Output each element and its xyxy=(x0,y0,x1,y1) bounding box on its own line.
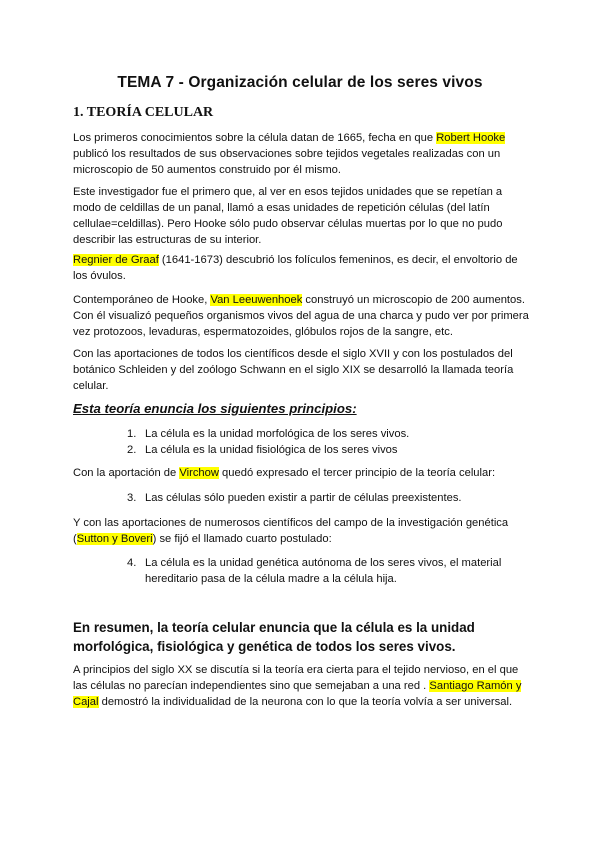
text: demostró la individualidad de la neurona con lo que la teoría volvía a ser universal. xyxy=(98,696,513,708)
paragraph-investigator: Este investigador fue el primero que, al ver en esos tejidos unidades que se repetían a modo de celdillas de un panal, llamó a esas unidades de repetición células (del latín cellulae=celdillas). Pero Hooke sólo pudo observar células muertas por lo que no pudo describir las estructuras de su interior. xyxy=(73,186,503,246)
list-number: 1. xyxy=(127,428,137,440)
paragraph-leeuwenhoek xyxy=(73,292,533,340)
paragraph-sutton-boveri xyxy=(73,515,533,547)
highlight-van-leeuwenhoek: Van Leeuwenhoek xyxy=(210,294,303,306)
text: Los primeros conocimientos sobre la célula datan de 1665, fecha en que xyxy=(73,132,437,144)
text: (1641-1673) descubrió los folículos femeninos, es decir, el envoltorio de los óvulos. xyxy=(73,254,518,282)
text: Con la aportación de xyxy=(73,467,180,479)
principle-item xyxy=(127,555,527,587)
list-number: 4. xyxy=(127,557,137,569)
text: construyó un microscopio de 200 aumentos. Con él visualizó pequeños organismos vivos del agua de una charca y pudo ver por primera vez protozoos, levaduras, espermatozoides, glóbulos rojos de la sangre, etc. xyxy=(73,294,529,338)
text: A principios del siglo XX se discutía si la teoría era cierta para el tejido nervioso, en el que las células no parecían independientes sino que semejaban a una red . xyxy=(73,664,519,692)
paragraph-hooke xyxy=(73,130,533,178)
highlight-regnier-de-graaf: Regnier de Graaf xyxy=(73,254,159,266)
text: quedó expresado el tercer principio de la teoría celular: xyxy=(218,467,496,479)
list-text: Las células sólo pueden existir a partir de células preexistentes. xyxy=(145,492,462,504)
paragraph-schleiden-schwann: Con las aportaciones de todos los científicos desde el siglo XVII y con los postulados del botánico Schleiden y del zoólogo Schwann en el siglo XIX se desarrolló la llamada teoría celular. xyxy=(73,348,514,392)
list-number: 2. xyxy=(127,444,137,456)
document-title: TEMA 7 - Organización celular de los seres vivos xyxy=(117,74,483,91)
text: Contemporáneo de Hooke, xyxy=(73,294,211,306)
paragraph-ramon-y-cajal xyxy=(73,662,533,710)
principle-item xyxy=(127,490,527,506)
paragraph-virchow xyxy=(73,465,533,481)
list-text: La célula es la unidad morfológica de los seres vivos. xyxy=(145,428,410,440)
list-text: La célula es la unidad fisiológica de los seres vivos xyxy=(145,444,398,456)
principle-item xyxy=(127,426,527,442)
highlight-sutton-boveri: Sutton y Boveri xyxy=(76,533,153,545)
text: Y con las aportaciones de numerosos científicos del campo de la investigación genética ( xyxy=(73,517,509,545)
list-text: La célula es la unidad genética autónoma de los seres vivos, el material hereditario pasa de la célula madre a la célula hija. xyxy=(145,557,502,585)
list-number: 3. xyxy=(127,492,137,504)
summary-statement: En resumen, la teoría celular enuncia que la célula es la unidad morfológica, fisiológica y genética de todos los seres vivos. xyxy=(73,620,475,654)
highlight-ramon-y-cajal: Santiago Ramón y Cajal xyxy=(73,680,522,708)
principle-item xyxy=(127,442,527,458)
section-heading: 1. TEORÍA CELULAR xyxy=(73,105,214,120)
highlight-virchow: Virchow xyxy=(179,467,219,479)
text: ) se fijó el llamado cuarto postulado: xyxy=(152,533,332,545)
paragraph-graaf xyxy=(73,252,533,284)
principles-heading: Esta teoría enuncia los siguientes principios: xyxy=(73,401,357,416)
highlight-robert-hooke: Robert Hooke xyxy=(436,132,506,144)
text: publicó los resultados de sus observaciones sobre tejidos vegetales realizadas con un microscopio de 50 aumentos construido por él mismo. xyxy=(73,148,501,176)
